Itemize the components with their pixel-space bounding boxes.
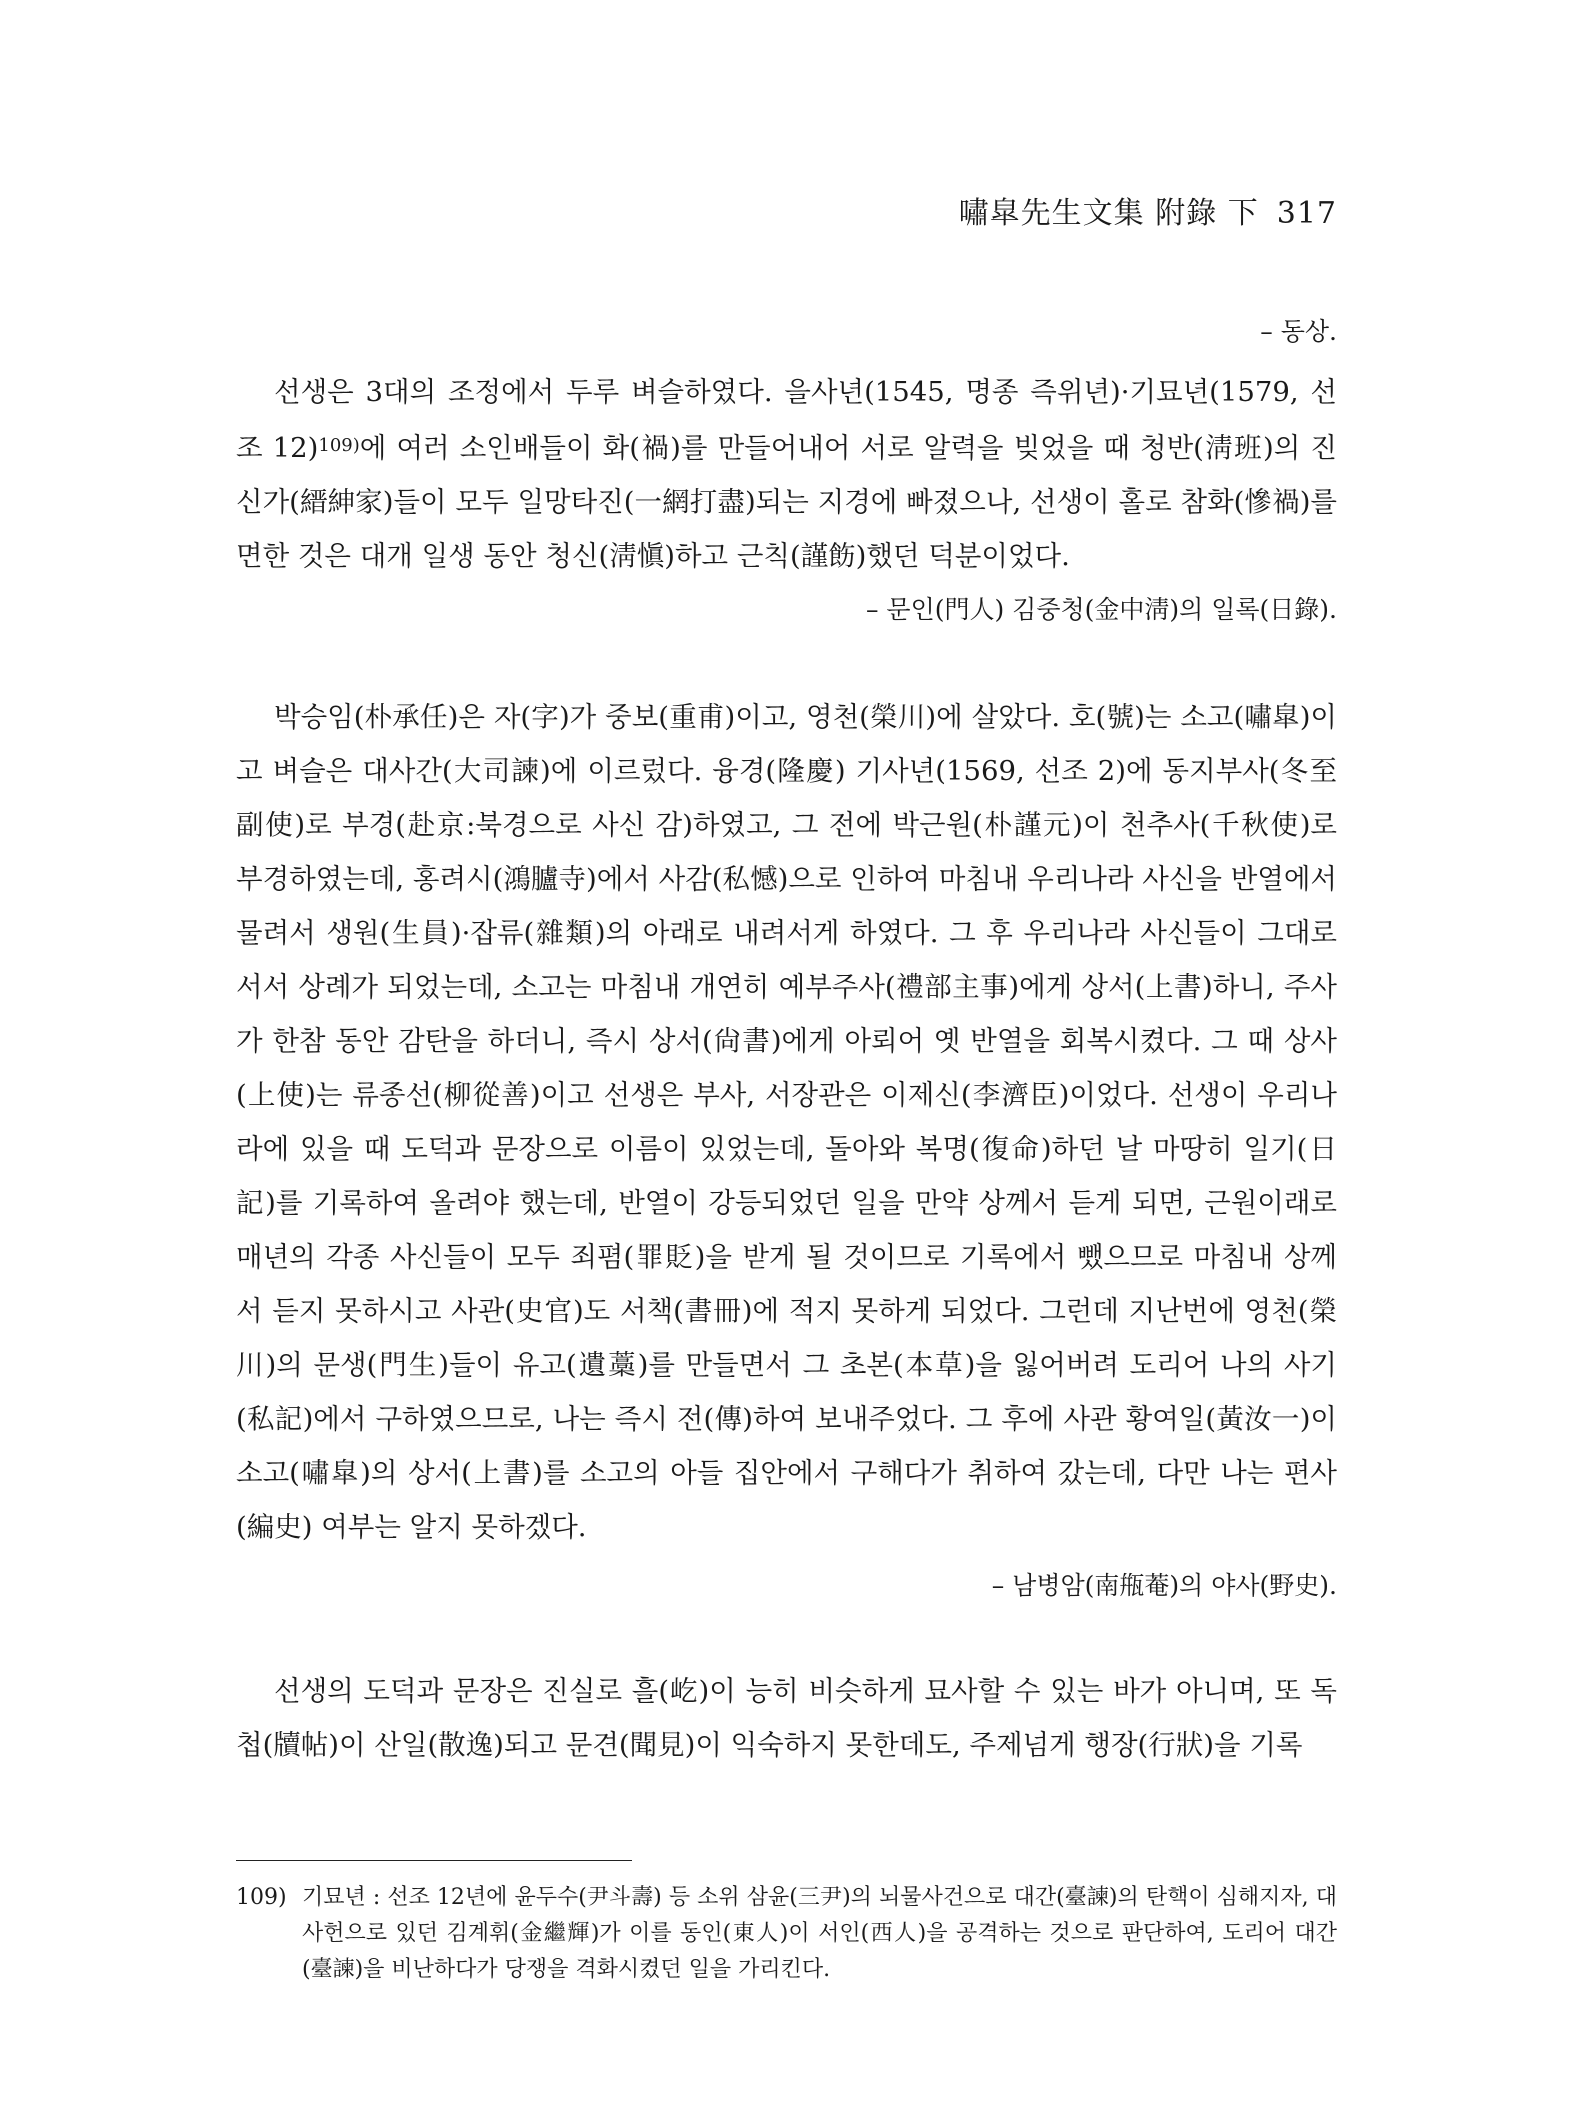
footnote-ref-109: 109) bbox=[318, 435, 360, 456]
attribution-same-source: – 동상. bbox=[1260, 317, 1337, 346]
paragraph-1-text-b: 에 여러 소인배들이 화(禍)를 만들어내어 서로 알력을 빚었을 때 청반(淸班)의 진신가(縉紳家)들이 모두 일망타진(一網打盡)되는 지경에 빠졌으나, 선생이 홀로 참화(慘禍)를 면한 것은 대개 일생 동안 청신(淸愼)하고 근칙(謹飭)했던 덕분이었다. bbox=[236, 432, 1337, 572]
book-title: 嘯皐先生文集 附錄 下 bbox=[958, 196, 1259, 231]
paragraph-3: 선생의 도덕과 문장은 진실로 흘(屹)이 능히 비슷하게 묘사할 수 있는 바가 아니며, 또 독첩(牘帖)이 산일(散逸)되고 문견(聞見)이 익숙하지 못한데도, 주제넘게 행장(行狀)을 기록 bbox=[236, 1675, 1337, 1761]
page-number: 317 bbox=[1276, 196, 1337, 231]
paragraph-1-text-a: 선생은 3대의 조정에서 두루 벼슬하였다. 을사년(1545, 명종 즉위년)·기묘년(1579, 선조 12) bbox=[236, 376, 1337, 464]
footnote-divider bbox=[236, 1860, 632, 1861]
footnote-text: 기묘년 : 선조 12년에 윤두수(尹斗壽) 등 소위 삼윤(三尹)의 뇌물사건으로 대간(臺諫)의 탄핵이 심해지자, 대사헌으로 있던 김계휘(金繼輝)가 이를 동인(東人)이 서인(西人)을 공격하는 것으로 판단하여, 도리어 대간(臺諫)을 비난하다가 당쟁을 격화시켰던 일을 가리킨다. bbox=[302, 1885, 1337, 1982]
paragraph-2: 박승임(朴承任)은 자(字)가 중보(重甫)이고, 영천(榮川)에 살았다. 호(號)는 소고(嘯皐)이고 벼슬은 대사간(大司諫)에 이르렀다. 융경(隆慶) 기사년(1569, 선조 2)에 동지부사(冬至副使)로 부경(赴京:북경으로 사신 감)하였고, 그 전에 박근원(朴謹元)이 천추사(千秋使)로 부경하였는데, 홍려시(鴻臚寺)에서 사감(私憾)으로 인하여 마침내 우리나라 사신을 반열에서 물려서 생원(生員)·잡류(雜類)의 아래로 내려서게 하였다. 그 후 우리나라 사신들이 그대로 서서 상례가 되었는데, 소고는 마침내 개연히 예부주사(禮部主事)에게 상서(上書)하니, 주사가 한참 동안 감탄을 하더니, 즉시 상서(尙書)에게 아뢰어 옛 반열을 회복시켰다. 그 때 상사(上使)는 류종선(柳從善)이고 선생은 부사, 서장관은 이제신(李濟臣)이었다. 선생이 우리나라에 있을 때 도덕과 문장으로 이름이 있었는데, 돌아와 복명(復命)하던 날 마땅히 일기(日記)를 기록하여 올려야 했는데, 반열이 강등되었던 일을 만약 상께서 듣게 되면, 근원이래로 매년의 각종 사신들이 모두 죄폄(罪貶)을 받게 될 것이므로 기록에서 뺐으므로 마침내 상께서 듣지 못하시고 사관(史官)도 서책(書冊)에 적지 못하게 되었다. 그런데 지난번에 영천(榮川)의 문생(門生)들이 유고(遺藁)를 만들면서 그 초본(本草)을 잃어버려 도리어 나의 사기(私記)에서 구하였으므로, 나는 즉시 전(傳)하여 보내주었다. 그 후에 사관 황여일(黃汝一)이 소고(嘯皐)의 상서(上書)를 소고의 아들 집안에서 구해다가 취하여 갔는데, 다만 나는 편사(編史) 여부는 알지 못하겠다. bbox=[236, 701, 1337, 1543]
footnote-109 bbox=[236, 1880, 1337, 1988]
paragraph-1 bbox=[236, 365, 1337, 583]
running-header bbox=[959, 188, 1337, 232]
attribution-diary: – 문인(門人) 김중청(金中淸)의 일록(日錄). bbox=[865, 595, 1337, 624]
attribution-unofficial-history: – 남병암(南甁菴)의 야사(野史). bbox=[991, 1571, 1337, 1600]
footnote-number: 109) bbox=[236, 1885, 287, 1910]
